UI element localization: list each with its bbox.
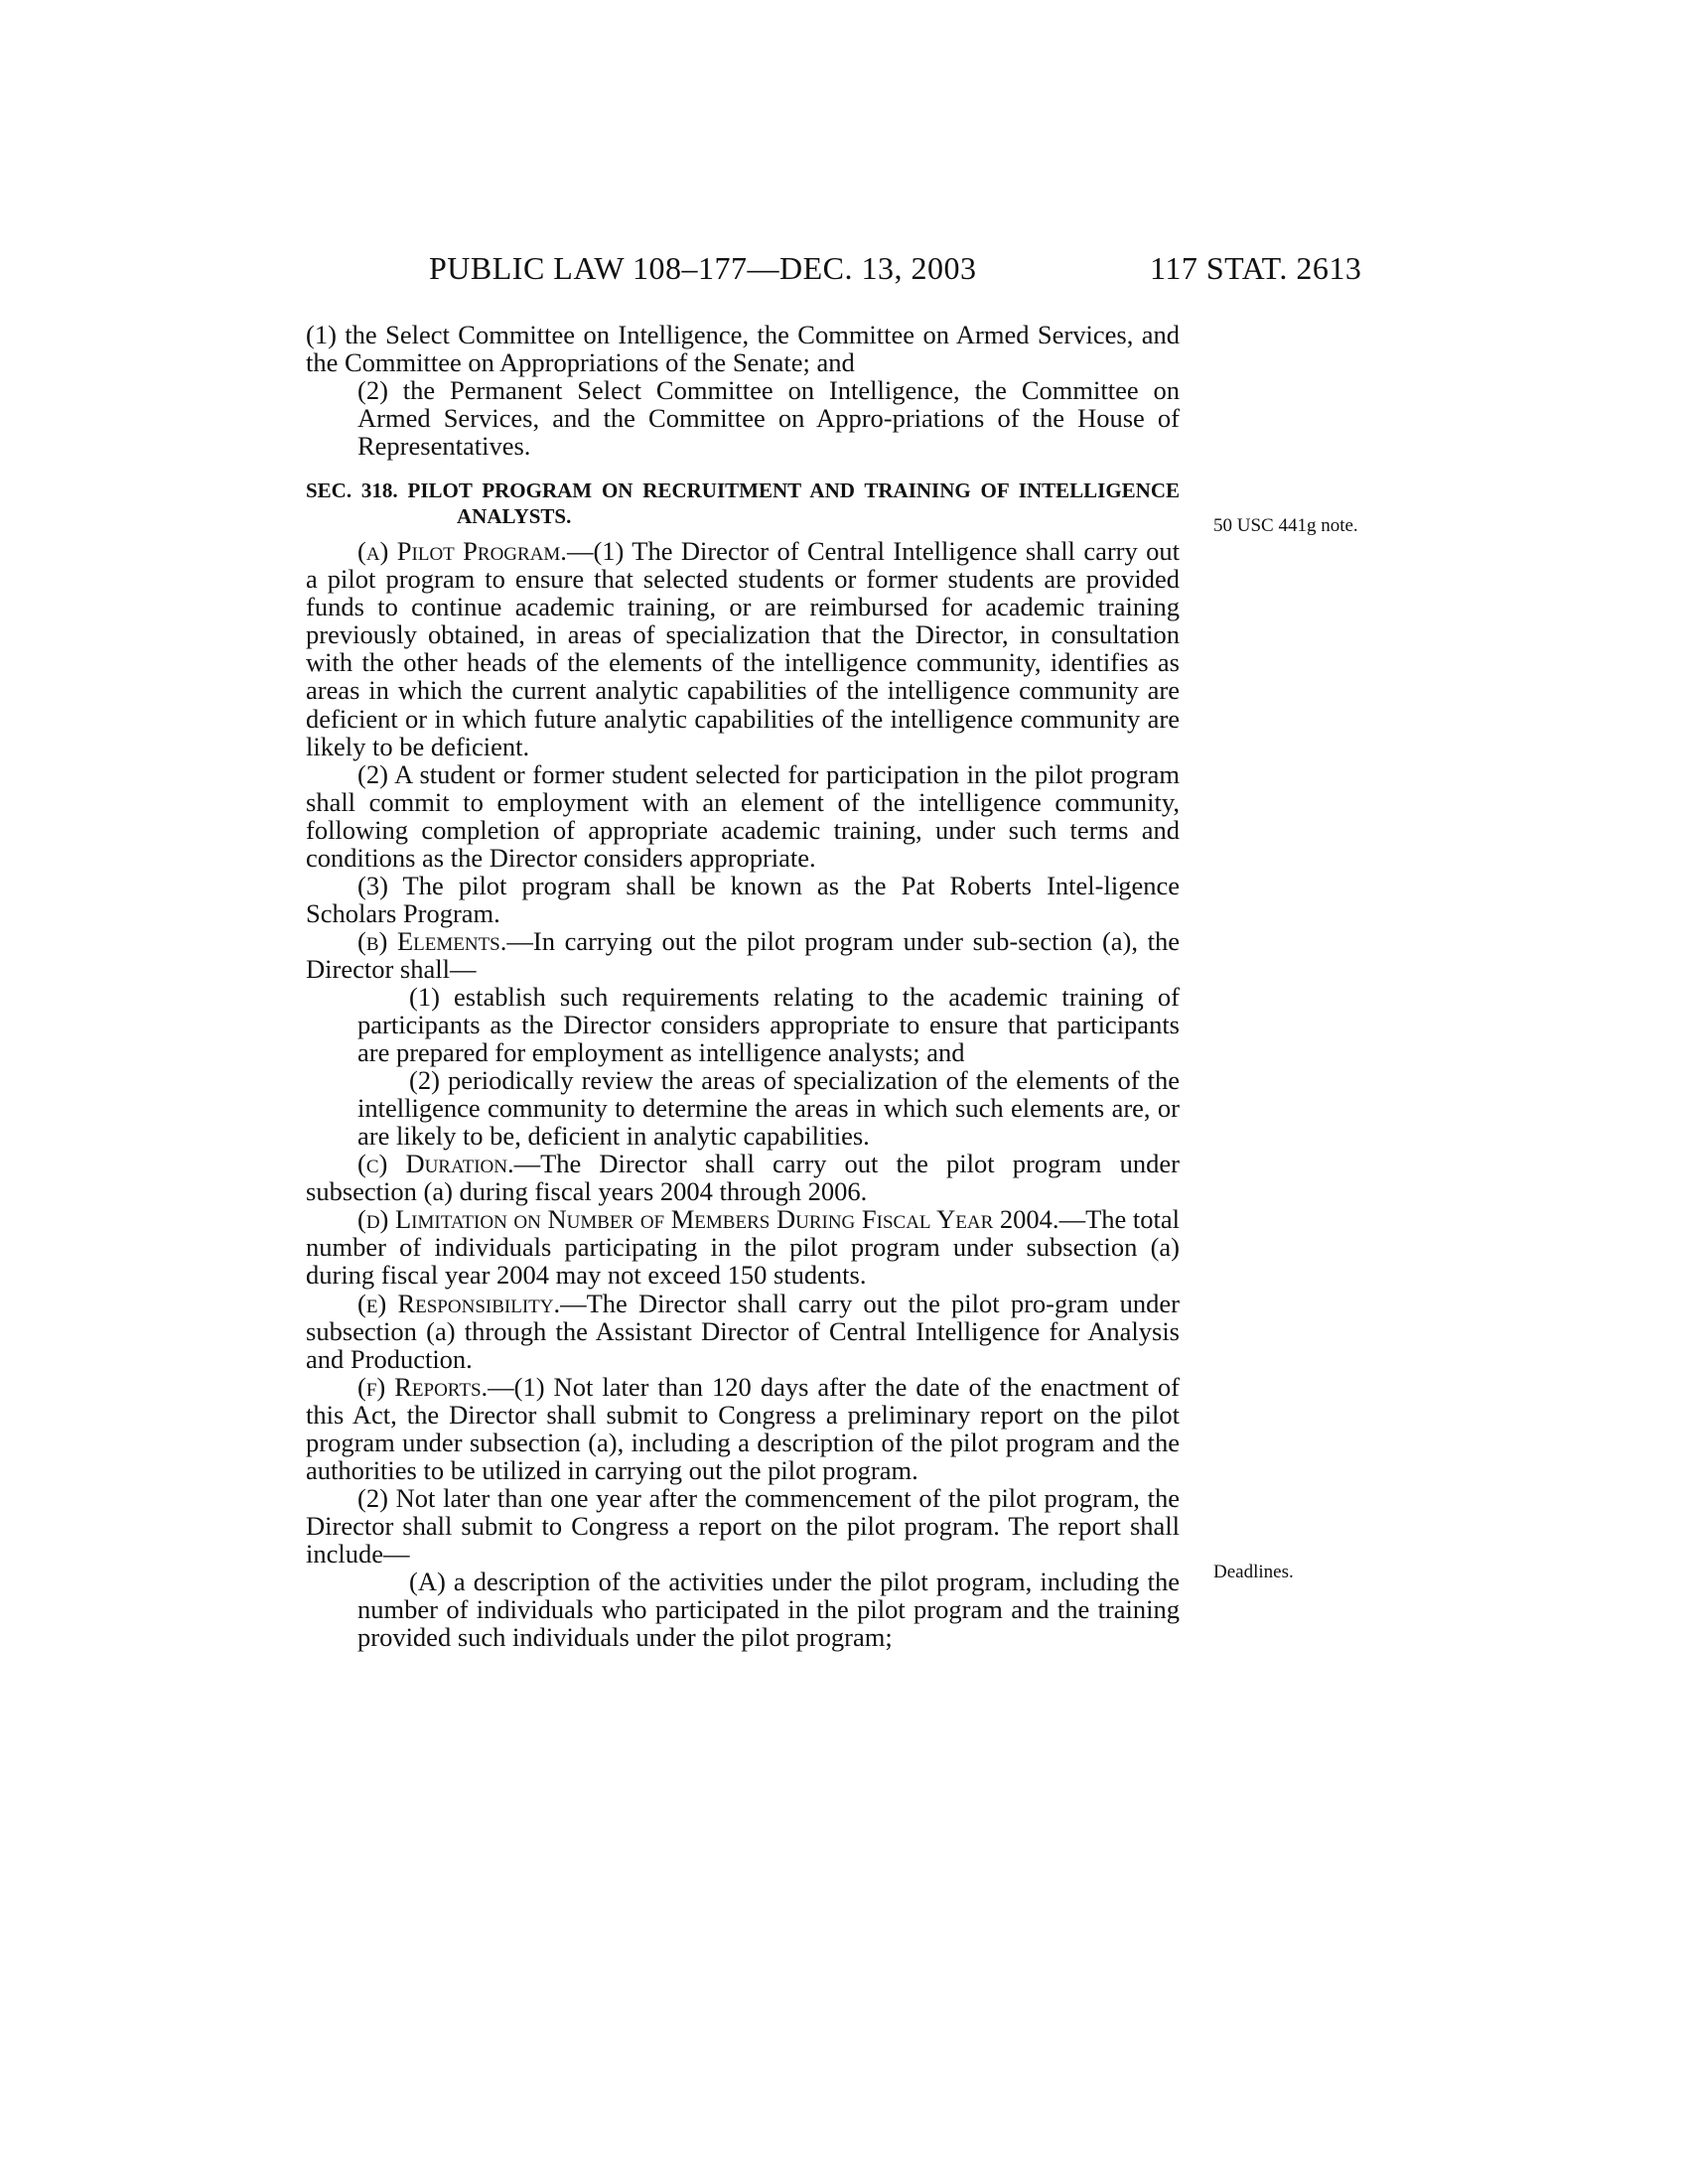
subsection-e-text: —The Director shall carry out the pilot pro-gram under subsection (a) through the Assistant Director of Central Intelligence for Analysis and Production.	[306, 1288, 1180, 1374]
subsection-a-label: (a) Pilot Program.	[357, 536, 567, 567]
subsection-f-2-A: (A) a description of the activities under the pilot program, including the number of individuals who participated in the pilot program and the training provided such individuals under the pilot program;	[357, 1566, 1180, 1653]
subsection-e-label: (e) Responsibility.	[357, 1288, 561, 1318]
subsection-a-2: (2) A student or former student selected for participation in the pilot program shall commit to employment with an element of the intelligence community, following completion of appropriate academic training, under such terms and conditions as the Director considers appropriate.	[306, 758, 1180, 873]
subsection-f-label: (f) Reports.	[357, 1371, 489, 1402]
subsection-b-text: —In carrying out the pilot program under sub-section (a), the Director shall—	[306, 925, 1180, 984]
subsection-c-text: —The Director shall carry out the pilot program under subsection (a) during fiscal years 2004 through 2006.	[306, 1149, 1180, 1207]
subsection-b	[306, 927, 1180, 983]
subsection-d-text: —The total number of individuals participating in the pilot program under subsection (a) during fiscal year 2004 may not exceed 150 students.	[306, 1204, 1180, 1291]
document-body	[306, 321, 1180, 1651]
subsection-f	[306, 1373, 1180, 1484]
subsection-d-label: (d) Limitation on Number of Members During Fiscal Year 2004.	[357, 1204, 1059, 1235]
margin-note-deadlines: Deadlines.	[1213, 1562, 1294, 1582]
page-number: 117 STAT. 2613	[1150, 250, 1362, 286]
subsection-f-2: (2) Not later than one year after the commencement of the pilot program, the Director shall submit to Congress a report on the pilot program. The report shall include—	[306, 1482, 1180, 1569]
subsection-c	[306, 1150, 1180, 1205]
running-header-title: PUBLIC LAW 108–177—DEC. 13, 2003	[429, 250, 977, 286]
subsection-d	[306, 1205, 1180, 1289]
subsection-b-2: (2) periodically review the areas of specialization of the elements of the intelligence community to determine the areas in which such elements are, or are likely to be, deficient in analytic capabilities.	[357, 1065, 1180, 1152]
margin-note-usc: 50 USC 441g note.	[1213, 515, 1358, 536]
subsection-a	[306, 537, 1180, 759]
subsection-b-1: (1) establish such requirements relating to the academic training of participants as the Director considers appropriate to ensure that participants are prepared for employment as intelligence analysts; and	[357, 981, 1180, 1068]
section-heading: SEC. 318. PILOT PROGRAM ON RECRUITMENT AND TRAINING OF INTELLIGENCE ANALYSTS.	[306, 478, 1180, 529]
subsection-e	[306, 1290, 1180, 1373]
subsection-f-text: —(1) Not later than 120 days after the date of the enactment of this Act, the Director shall submit to Congress a preliminary report on the pilot program under subsection (a), including a description of the pilot program and the authorities to be utilized in carrying out the pilot program.	[306, 1371, 1180, 1485]
subsection-a-text: —(1) The Director of Central Intelligence shall carry out a pilot program to ensure that selected students or former students are provided funds to continue academic training, or are reimbursed for academic training previously obtained, in areas of specialization that the Director, in consultation with the other heads of the elements of the intelligence community, identifies as areas in which the current analytic capabilities of the intelligence community are deficient or in which future analytic capabilities of the intelligence community are likely to be deficient.	[306, 536, 1181, 761]
paragraph-2: (2) the Permanent Select Committee on Intelligence, the Committee on Armed Services, and the Committee on Appro-priations of the House of Representatives.	[357, 375, 1180, 462]
paragraph-1: (1) the Select Committee on Intelligence, the Committee on Armed Services, and the Committee on Appropriations of the Senate; and	[306, 320, 1180, 378]
subsection-a-3: (3) The pilot program shall be known as the Pat Roberts Intel-ligence Scholars Program.	[306, 870, 1180, 928]
subsection-b-label: (b) Elements.	[357, 925, 507, 956]
subsection-c-label: (c) Duration.	[357, 1149, 514, 1179]
